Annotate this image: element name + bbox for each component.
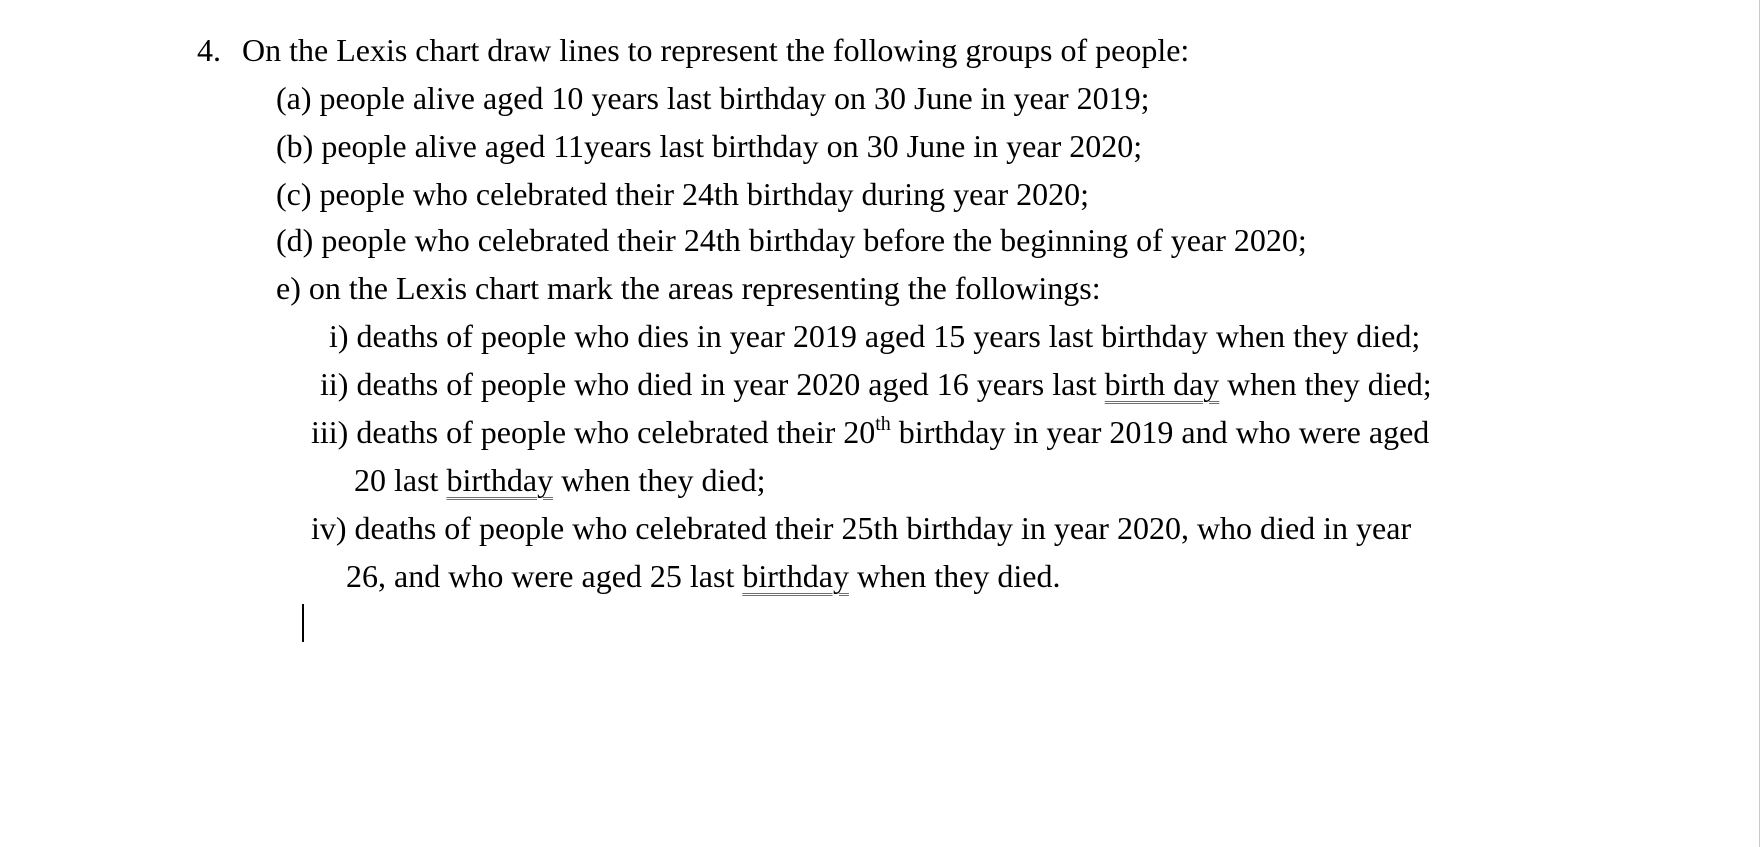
- text-cursor: [302, 604, 304, 642]
- spelling-flag-birthday[interactable]: birthday: [446, 462, 554, 498]
- sub-item-iii: [311, 412, 1429, 452]
- sub-item-iii-line2: 20 last: [354, 462, 447, 498]
- superscript-th: th: [875, 413, 891, 435]
- sub-item-ii-text: ii) deaths of people who died in year 2020 aged 16 years last: [320, 366, 1105, 402]
- item-e: e) on the Lexis chart mark the areas representing the followings:: [276, 270, 1101, 306]
- item-a: (a) people alive aged 10 years last birthday on 30 June in year 2019;: [276, 80, 1150, 116]
- sub-item-iii-continuation: [354, 460, 765, 500]
- sub-item-i: i) deaths of people who dies in year 2019 aged 15 years last birthday when they died;: [329, 318, 1421, 354]
- sub-item-iii-end: when they died;: [553, 462, 766, 498]
- question-number: 4.: [197, 32, 221, 68]
- spelling-flag-birthday-2[interactable]: birthday: [742, 558, 849, 594]
- item-d: (d) people who celebrated their 24th birthday before the beginning of year 2020;: [276, 222, 1307, 258]
- sub-item-iv-end: when they died.: [848, 558, 1061, 594]
- sub-item-ii-end: when they died;: [1219, 366, 1432, 402]
- spelling-flag-birth-day[interactable]: birth day: [1104, 366, 1220, 402]
- item-b: (b) people alive aged 11years last birthday on 30 June in year 2020;: [276, 128, 1143, 164]
- question-stem: On the Lexis chart draw lines to represent the following groups of people:: [242, 32, 1190, 68]
- item-c: (c) people who celebrated their 24th birthday during year 2020;: [276, 176, 1090, 212]
- sub-item-iv-line2: 26, and who were aged 25 last: [346, 558, 743, 594]
- sub-item-ii: [320, 364, 1432, 404]
- sub-item-iv-continuation: [346, 556, 1060, 596]
- sub-item-iv: iv) deaths of people who celebrated their 25th birthday in year 2020, who died in year: [311, 510, 1412, 546]
- sub-item-iii-text: iii) deaths of people who celebrated their 20: [311, 414, 876, 450]
- sub-item-iii-text-cont: birthday in year 2019 and who were aged: [890, 414, 1430, 450]
